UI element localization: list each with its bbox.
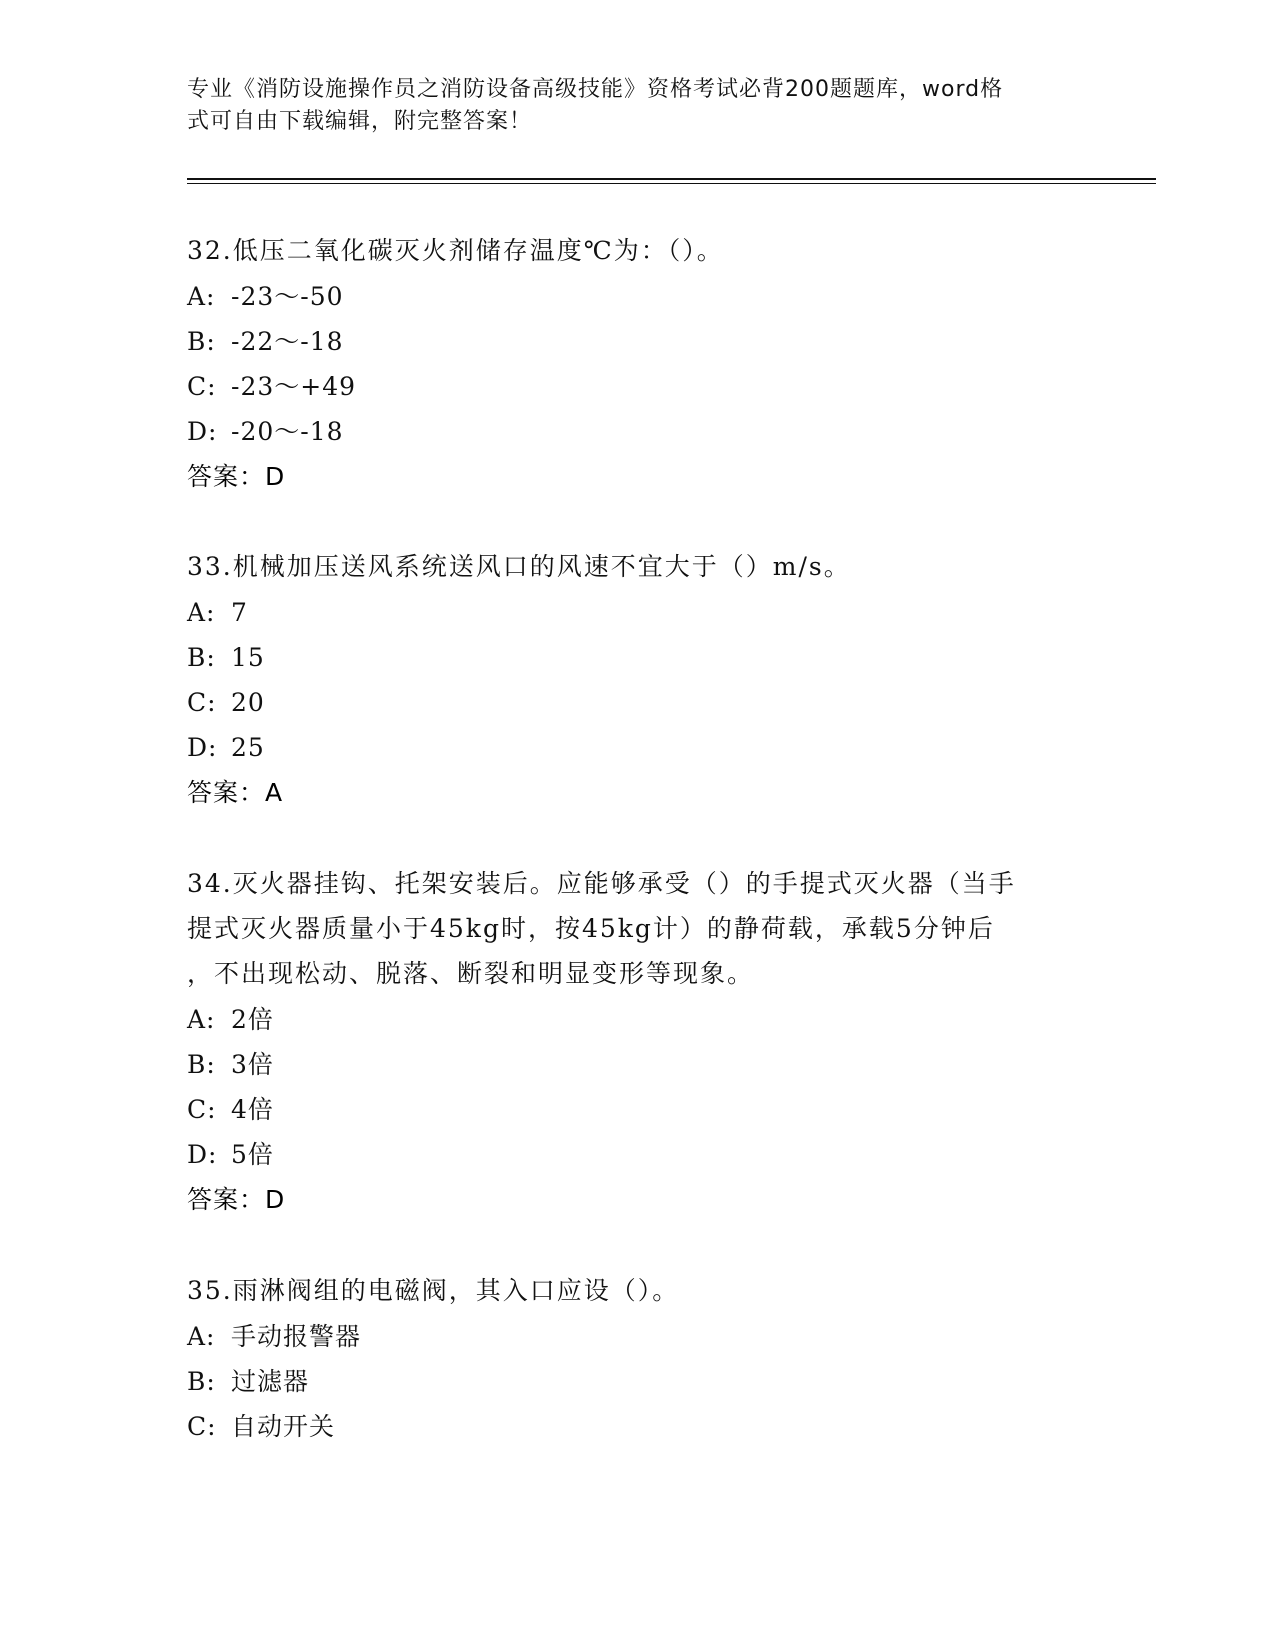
option-key: A: — [187, 598, 216, 627]
option-key: C: — [187, 1412, 217, 1441]
question-33-option-a — [187, 596, 248, 630]
option-key: C: — [187, 688, 217, 717]
question-34-stem-line-3: ，不出现松动、脱落、断裂和明显变形等现象。 — [187, 959, 755, 988]
option-text: 过滤器 — [231, 1367, 310, 1396]
header-divider-thin — [187, 183, 1156, 184]
option-text: 20 — [231, 688, 265, 717]
option-key: B: — [187, 327, 216, 356]
question-34-option-c — [187, 1093, 274, 1127]
question-35-option-c — [187, 1410, 335, 1444]
option-text: 手动报警器 — [231, 1322, 362, 1351]
option-key: D: — [187, 733, 218, 762]
option-text: 7 — [231, 598, 248, 627]
question-32-option-b — [187, 325, 344, 359]
question-34-option-b — [187, 1048, 274, 1082]
question-33-option-d — [187, 731, 265, 765]
question-34-stem-line-2: 提式灭火器质量小于45kg时，按45kg计）的静荷载，承载5分钟后 — [187, 914, 995, 943]
option-text: -23～+49 — [231, 372, 357, 401]
option-key: B: — [187, 1367, 216, 1396]
option-text: 15 — [231, 643, 265, 672]
option-key: D: — [187, 1140, 218, 1169]
option-key: B: — [187, 1050, 216, 1079]
option-key: A: — [187, 1322, 216, 1351]
question-32-option-c — [187, 370, 356, 404]
option-text: 3倍 — [231, 1050, 274, 1079]
option-text: 4倍 — [231, 1095, 274, 1124]
question-32-stem: 32.低压二氧化碳灭火剂储存温度℃为：（）。 — [187, 236, 724, 265]
question-32-option-d — [187, 415, 344, 449]
header-divider-thick — [187, 178, 1156, 180]
header-line-1: 专业《消防设施操作员之消防设备高级技能》资格考试必背200题题库，word格 — [187, 77, 1004, 102]
question-33-option-b — [187, 641, 265, 675]
option-text: -22～-18 — [231, 327, 344, 356]
question-34-option-d — [187, 1138, 274, 1172]
question-35-option-b — [187, 1365, 309, 1399]
question-35-stem: 35.雨淋阀组的电磁阀，其入口应设（）。 — [187, 1276, 680, 1305]
question-34-stem-line-1: 34.灭火器挂钩、托架安装后。应能够承受（）的手提式灭火器（当手 — [187, 869, 1016, 898]
option-key: C: — [187, 1095, 217, 1124]
question-35-option-a — [187, 1320, 361, 1354]
option-key: C: — [187, 372, 217, 401]
option-key: A: — [187, 1005, 216, 1034]
question-34-option-a — [187, 1003, 274, 1037]
header-line-2: 式可自由下载编辑，附完整答案！ — [187, 109, 533, 134]
question-34-answer: 答案：D — [187, 1185, 286, 1214]
option-key: A: — [187, 282, 216, 311]
option-key: B: — [187, 643, 216, 672]
question-32-answer: 答案：D — [187, 462, 286, 491]
option-text: 2倍 — [231, 1005, 274, 1034]
document-header — [187, 74, 1067, 138]
option-text: 5倍 — [231, 1140, 274, 1169]
option-text: 自动开关 — [231, 1412, 336, 1441]
question-33-stem: 33.机械加压送风系统送风口的风速不宜大于（）m/s。 — [187, 552, 851, 581]
option-text: 25 — [231, 733, 265, 762]
option-key: D: — [187, 417, 218, 446]
option-text: -20～-18 — [231, 417, 344, 446]
question-33-option-c — [187, 686, 265, 720]
option-text: -23～-50 — [231, 282, 344, 311]
question-33-answer: 答案：A — [187, 778, 284, 807]
question-32-option-a — [187, 280, 344, 314]
